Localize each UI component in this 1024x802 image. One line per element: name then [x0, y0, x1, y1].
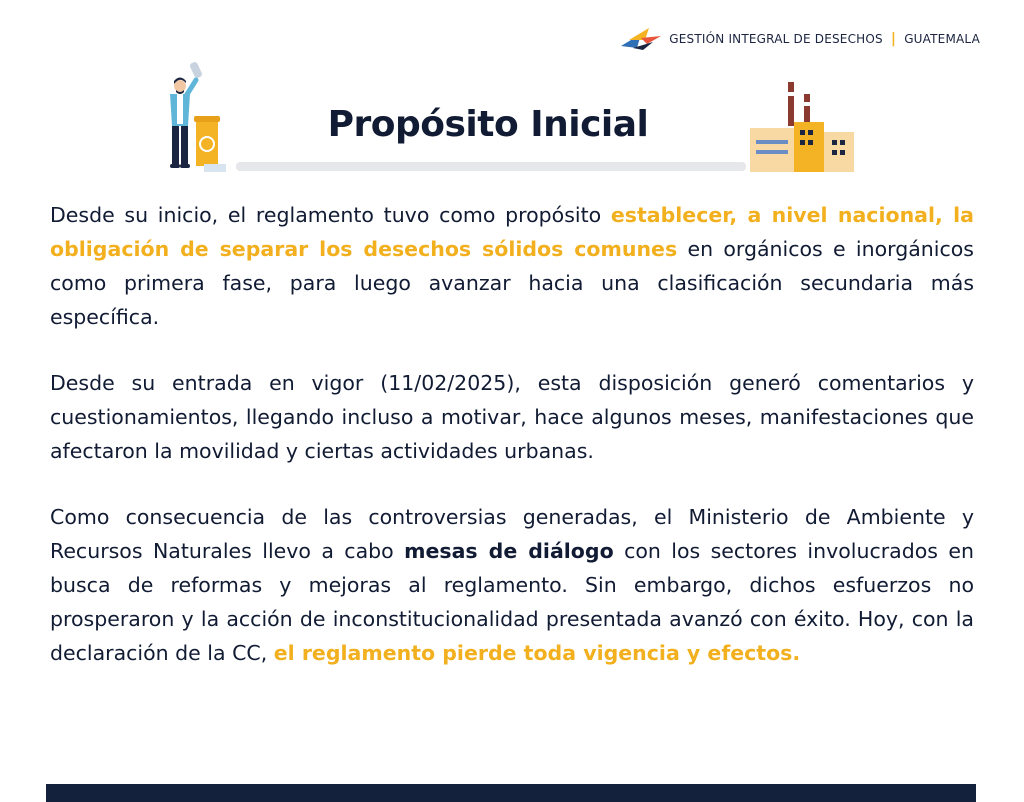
- paragraph-3: [50, 500, 974, 670]
- footer-bar: [46, 784, 976, 802]
- brand-header: [619, 26, 980, 52]
- paragraph-1-text-a: Desde su inicio, el reglamento tuvo como propósito: [50, 203, 611, 227]
- body-content: [50, 198, 974, 702]
- paragraph-2-text: Desde su entrada en vigor (11/02/2025), esta disposición generó comentarios y cuestionamientos, llegando incluso a motivar, hace algunos meses, manifestaciones que afectaron la movilidad y ciertas actividades urbanas.: [50, 371, 974, 463]
- paragraph-1-highlight: establecer, a nivel nacional, la obligación de separar los desechos sólidos comunes: [50, 203, 975, 261]
- brand-country: GUATEMALA: [904, 32, 980, 46]
- page-title: Propósito Inicial: [327, 104, 649, 145]
- bird-logo-icon: [619, 26, 663, 52]
- brand-name: GESTIÓN INTEGRAL DE DESECHOS: [669, 32, 883, 46]
- title-underline: [236, 162, 746, 171]
- paragraph-1: [50, 198, 974, 334]
- paragraph-3-text-a: Como consecuencia de las controversias generadas, el Ministerio de Ambiente y Recursos Naturales llevo a cabo: [50, 505, 974, 563]
- paragraph-3-bold: mesas de diálogo: [404, 539, 614, 563]
- paragraph-1-text-c: en orgánicos e inorgánicos como primera fase, para luego avanzar hacia una clasificación secundaria más específica.: [50, 237, 974, 329]
- paragraph-2: [50, 366, 974, 468]
- paragraph-3-highlight: el reglamento pierde toda vigencia y efectos.: [273, 641, 801, 665]
- brand-separator: |: [890, 31, 897, 47]
- paragraph-3-text-c: con los sectores involucrados en busca de reformas y mejoras al reglamento. Sin embargo, dichos esfuerzos no prosperaron y la acción de inconstitucionalidad presentada avanzó con éxito. Hoy, con la declaración de la CC,: [50, 539, 974, 665]
